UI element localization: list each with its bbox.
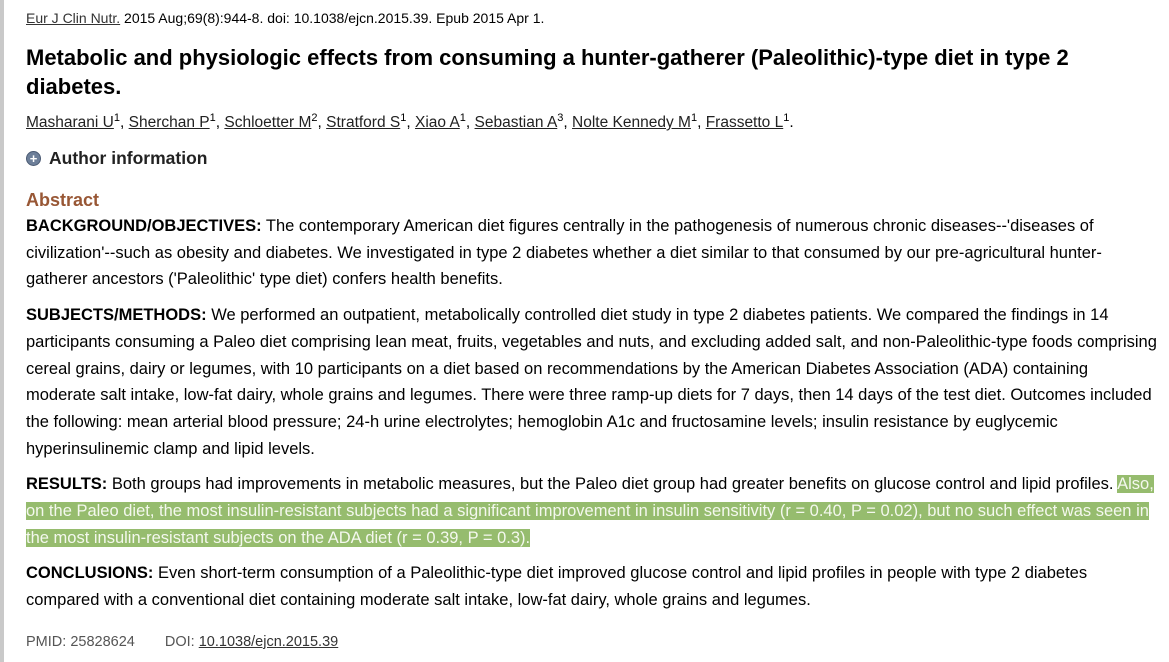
background-text: The contemporary American diet figures centrally in the pathogenesis of numerous chronic diseases--'diseases of civilization'--such as obesity and diabetes. We investigated in type 2 diabetes whether a diet similar to that consumed by our pre-agricultural hunter-gatherer ancestors ('Paleolithic' type diet) confers health benefits. — [26, 217, 1102, 289]
author-link[interactable]: Masharani U — [26, 114, 114, 131]
author-list: Masharani $U^1$, Sherchan $P^1$, Schloetter $M^2$, Stratford $S^1$, Xiao $A^1$, Sebastian $A^3$, Nolte Kennedy $M^1$, Frassetto $L^1$. — [26, 112, 794, 131]
abstract-heading: Abstract — [26, 190, 100, 210]
abstract-conclusions — [26, 560, 1157, 613]
abstract-methods — [26, 302, 1157, 462]
author-affiliation-sup: 1 — [783, 112, 790, 124]
pmid-label: PMID: — [26, 634, 67, 650]
expand-plus-icon[interactable]: + — [26, 151, 41, 166]
results-label: RESULTS: — [26, 475, 108, 494]
author-link[interactable]: Stratford S — [326, 114, 401, 131]
author-link[interactable]: Schloetter M — [224, 114, 312, 131]
author-link[interactable]: Sebastian A — [474, 114, 558, 131]
abstract-body — [26, 213, 1157, 623]
article-title: Metabolic and physiologic effects from consuming a hunter-gatherer (Paleolithic)-type diet in type 2 diabetes. — [26, 45, 1069, 99]
author-affiliation-sup: 1 — [113, 112, 120, 124]
author-link[interactable]: Xiao A — [414, 114, 460, 131]
abstract-background — [26, 213, 1157, 293]
author-affiliation-sup: 1 — [690, 112, 698, 124]
results-text: Both groups had improvements in metabolic measures, but the Paleo diet group had greater benefits on glucose control and lipid profiles. — [107, 475, 1118, 494]
author-affiliation-sup: 1 — [209, 112, 216, 124]
author-affiliation-sup: 1 — [459, 112, 466, 124]
journal-link[interactable]: Eur J Clin Nutr. — [26, 10, 121, 26]
author-affiliation-sup: 1 — [400, 112, 407, 124]
conclusions-text: Even short-term consumption of a Paleolithic-type diet improved glucose control and lipid profiles in people with type 2 diabetes compared with a conventional diet containing moderate salt intake, low-fat dairy, whole grains and legumes. — [26, 564, 1088, 610]
methods-label: SUBJECTS/METHODS: — [26, 306, 207, 325]
citation-line — [26, 10, 544, 26]
methods-text: We performed an outpatient, metabolically controlled diet study in type 2 diabetes patients. We compared the findings in 14 participants consuming a Paleo diet comprising lean meat, fruits, vegetables and nuts, and excluding added salt, and non-Paleolithic-type foods comprising cereal grains, dairy or legumes, with 10 participants on a diet based on recommendations by the American Diabetes Association (ADA) containing moderate salt intake, low-fat dairy, whole grains and legumes. There were three ramp-up diets for 7 days, then 14 days of the test diet. Outcomes included the following: mean arterial blood pressure; 24-h urine electrolytes; hemoglobin A1c and fructosamine levels; insulin resistance by euglycemic hyperinsulinemic clamp and lipid levels. — [26, 306, 1157, 458]
author-link[interactable]: Sherchan P — [128, 114, 210, 131]
article-identifiers — [26, 634, 338, 650]
background-label: BACKGROUND/OBJECTIVES: — [26, 217, 262, 235]
results-highlighted-text: Also, on the Paleo diet, the most insulin-resistant subjects had a significant improvement in insulin sensitivity (r = 0.40, P = 0.02), but no such effect was seen in the most insulin-resistant subjects on the ADA diet (r = 0.39, P = 0.3). — [26, 475, 1154, 547]
author-link[interactable]: Nolte Kennedy M — [572, 114, 691, 131]
doi-label: DOI: — [164, 634, 195, 650]
author-affiliation-sup: 2 — [311, 112, 318, 124]
doi-link[interactable]: 10.1038/ejcn.2015.39 — [198, 634, 339, 650]
pmid-value: 25828624 — [70, 634, 135, 650]
author-affiliation-sup: 3 — [557, 112, 564, 124]
abstract-results — [26, 471, 1157, 551]
citation-details: 2015 Aug;69(8):944-8. doi: 10.1038/ejcn.2015.39. Epub 2015 Apr 1. — [120, 10, 545, 26]
conclusions-label: CONCLUSIONS: — [26, 564, 154, 583]
author-information-label: Author information — [49, 148, 208, 168]
author-link[interactable]: Frassetto L — [705, 114, 784, 131]
author-information-toggle[interactable] — [26, 148, 207, 169]
